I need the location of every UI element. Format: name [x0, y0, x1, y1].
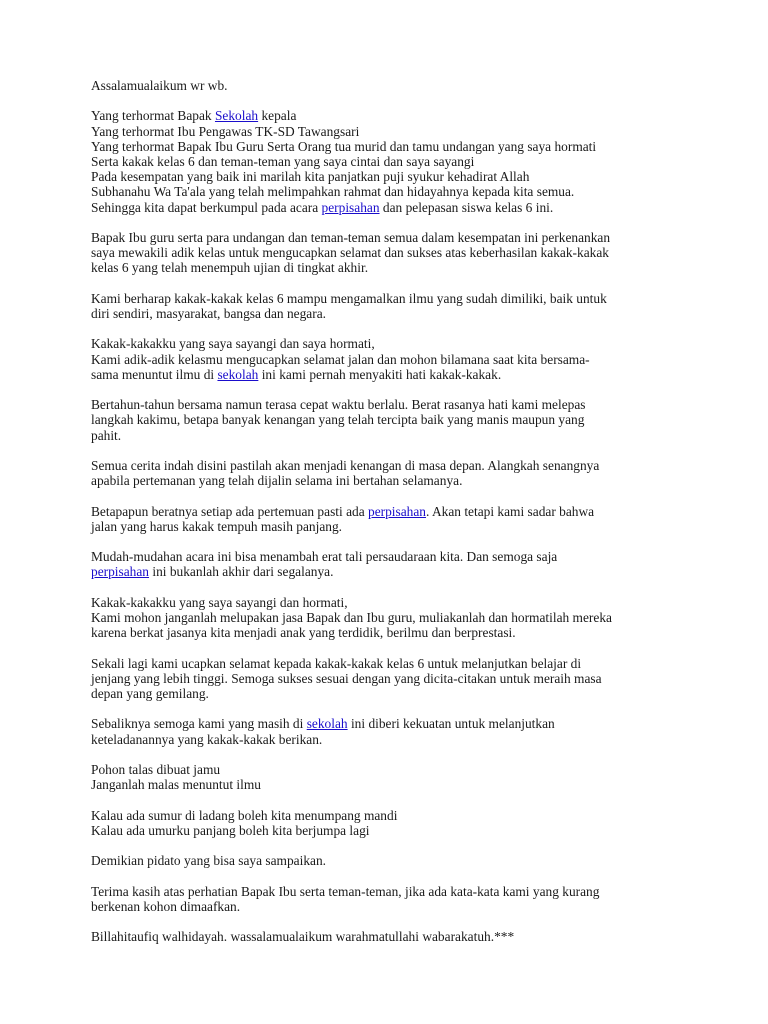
text-run: sama menuntut ilmu di: [91, 366, 218, 382]
text-run: Janganlah malas menuntut ilmu: [91, 777, 261, 793]
text-run: Kalau ada sumur di ladang boleh kita menumpang mandi: [91, 807, 398, 823]
text-line: [91, 671, 691, 686]
paragraph: [91, 853, 691, 868]
text-line: [91, 245, 691, 260]
text-run: Bapak Ibu guru serta para undangan dan teman-teman semua dalam kesempatan ini perkenankan: [91, 230, 611, 245]
text-run: Betapapun beratnya setiap ada pertemuan pasti ada: [91, 503, 368, 519]
paragraph: [91, 108, 691, 214]
text-run: ini bukanlah akhir dari segalanya.: [149, 564, 334, 580]
paragraph: [91, 595, 691, 641]
text-run: saya mewakili adik kelas untuk mengucapkan selamat dan sukses atas keberhasilan kakak-kakak: [91, 245, 609, 261]
text-run: Serta kakak kelas 6 dan teman-teman yang saya cintai dan saya sayangi: [91, 154, 475, 169]
paragraph: [91, 78, 691, 93]
text-line: [91, 169, 691, 184]
text-line: [91, 230, 691, 245]
text-run: diri sendiri, masyarakat, bangsa dan negara.: [91, 306, 326, 321]
text-run: . Akan tetapi kami sadar bahwa: [426, 503, 595, 519]
text-run: Sekali lagi kami ucapkan selamat kepada kakak-kakak kelas 6 untuk melanjutkan belajar di: [91, 655, 582, 671]
text-run: Mudah-mudahan acara ini bisa menambah erat tali persaudaraan kita. Dan semoga saja: [91, 549, 558, 565]
text-line: [91, 139, 691, 154]
text-run: Sebaliknya semoga kami yang masih di: [91, 716, 307, 732]
text-line: [91, 625, 691, 640]
text-line: [91, 853, 691, 868]
text-run: Semua cerita indah disini pastilah akan menjadi kenangan di masa depan. Alangkah senangnya: [91, 457, 600, 473]
text-line: [91, 412, 691, 427]
text-run: pahit.: [91, 427, 122, 443]
text-line: [91, 762, 691, 777]
text-run: karena berkat jasanya kita menjadi anak yang terdidik, berilmu dan berprestasi.: [91, 625, 516, 641]
paragraph: [91, 336, 691, 382]
text-run: keteladanannya yang kakak-kakak berikan.: [91, 731, 323, 747]
text-run: Terima kasih atas perhatian Bapak Ibu serta teman-teman, jika ada kata-kata kami yang kurang: [91, 883, 600, 899]
text-run: jenjang yang lebih tinggi. Semoga sukses sesuai dengan yang dicita-citakan untuk meraih masa: [91, 670, 602, 686]
text-line: [91, 519, 691, 534]
text-run: ini kami pernah menyakiti hati kakak-kakak.: [258, 366, 502, 382]
text-line: [91, 306, 691, 321]
text-line: [91, 154, 691, 169]
text-line: [91, 397, 691, 412]
text-line: [91, 732, 691, 747]
paragraph: [91, 397, 691, 443]
text-run: Kami berharap kakak-kakak kelas 6 mampu mengamalkan ilmu yang sudah dimiliki, baik untuk: [91, 290, 607, 306]
text-run: Pohon talas dibuat jamu: [91, 761, 221, 777]
text-line: [91, 564, 691, 579]
text-line: [91, 884, 691, 899]
text-line: [91, 823, 691, 838]
text-line: [91, 929, 691, 944]
text-run: Yang terhormat Ibu Pengawas TK-SD Tawangsari: [91, 123, 360, 139]
paragraph: [91, 808, 691, 838]
text-line: [91, 686, 691, 701]
hyperlink[interactable]: sekolah: [217, 366, 259, 382]
paragraph: [91, 929, 691, 944]
text-line: [91, 336, 691, 351]
text-line: [91, 595, 691, 610]
text-run: Subhanahu Wa Ta'ala yang telah melimpahkan rahmat dan hidayahnya kepada kita semua.: [91, 184, 575, 200]
text-line: [91, 504, 691, 519]
text-run: ini diberi kekuatan untuk melanjutkan: [347, 716, 555, 732]
text-run: Yang terhormat Bapak Ibu Guru Serta Orang tua murid dan tamu undangan yang saya hormati: [91, 138, 597, 154]
text-run: Demikian pidato yang bisa saya sampaikan.: [91, 853, 327, 869]
text-line: [91, 808, 691, 823]
hyperlink[interactable]: perpisahan: [91, 564, 150, 580]
text-line: [91, 716, 691, 731]
text-run: dan pelepasan siswa kelas 6 ini.: [379, 199, 554, 215]
text-run: apabila pertemanan yang telah dijalin selama ini bertahan selamanya.: [91, 473, 463, 489]
text-line: [91, 899, 691, 914]
text-line: [91, 352, 691, 367]
text-run: Pada kesempatan yang baik ini marilah kita panjatkan puji syukur kehadirat Allah: [91, 169, 530, 185]
text-run: depan yang gemilang.: [91, 685, 209, 701]
paragraph: [91, 656, 691, 702]
text-line: [91, 610, 691, 625]
hyperlink[interactable]: perpisahan: [321, 199, 380, 215]
text-line: [91, 260, 691, 275]
text-run: Billahitaufiq walhidayah. wassalamualaikum warahmatullahi wabarakatuh.***: [91, 929, 515, 945]
paragraph: [91, 504, 691, 534]
hyperlink[interactable]: perpisahan: [368, 503, 427, 519]
text-run: Bertahun-tahun bersama namun terasa cepat waktu berlalu. Berat rasanya hati kami melepas: [91, 397, 586, 413]
text-line: [91, 656, 691, 671]
paragraph: [91, 458, 691, 488]
text-line: [91, 291, 691, 306]
text-line: [91, 78, 691, 93]
text-run: Kami mohon janganlah melupakan jasa Bapak dan Ibu guru, muliakanlah dan hormatilah mereka: [91, 609, 612, 625]
text-line: [91, 473, 691, 488]
paragraph: [91, 230, 691, 276]
paragraph: [91, 762, 691, 792]
document-page: [91, 78, 691, 960]
text-run: langkah kakimu, betapa banyak kenangan yang telah tercipta baik yang manis maupun yang: [91, 412, 585, 428]
text-run: Kakak-kakakku yang saya sayangi dan saya hormati,: [91, 336, 375, 352]
text-line: [91, 367, 691, 382]
paragraph: [91, 884, 691, 914]
text-line: [91, 184, 691, 199]
text-line: [91, 428, 691, 443]
paragraph: [91, 716, 691, 746]
paragraph: [91, 549, 691, 579]
text-line: [91, 108, 691, 123]
text-run: Yang terhormat Bapak: [91, 108, 215, 124]
text-run: kelas 6 yang telah menempuh ujian di tingkat akhir.: [91, 260, 369, 276]
text-line: [91, 124, 691, 139]
paragraph: [91, 291, 691, 321]
text-run: Sehingga kita dapat berkumpul pada acara: [91, 199, 322, 215]
hyperlink[interactable]: Sekolah: [214, 108, 259, 124]
text-line: [91, 549, 691, 564]
text-line: [91, 777, 691, 792]
text-line: [91, 200, 691, 215]
text-run: kepala: [258, 108, 297, 124]
text-run: berkenan kohon dimaafkan.: [91, 898, 241, 914]
text-line: [91, 458, 691, 473]
text-run: Kakak-kakakku yang saya sayangi dan hormati,: [91, 594, 348, 610]
hyperlink[interactable]: sekolah: [306, 716, 348, 732]
text-run: Kami adik-adik kelasmu mengucapkan selamat jalan dan mohon bilamana saat kita bersama-: [91, 351, 590, 367]
text-run: Kalau ada umurku panjang boleh kita berjumpa lagi: [91, 822, 370, 838]
text-run: jalan yang harus kakak tempuh masih panjang.: [91, 518, 343, 534]
text-run: Assalamualaikum wr wb.: [91, 78, 228, 93]
